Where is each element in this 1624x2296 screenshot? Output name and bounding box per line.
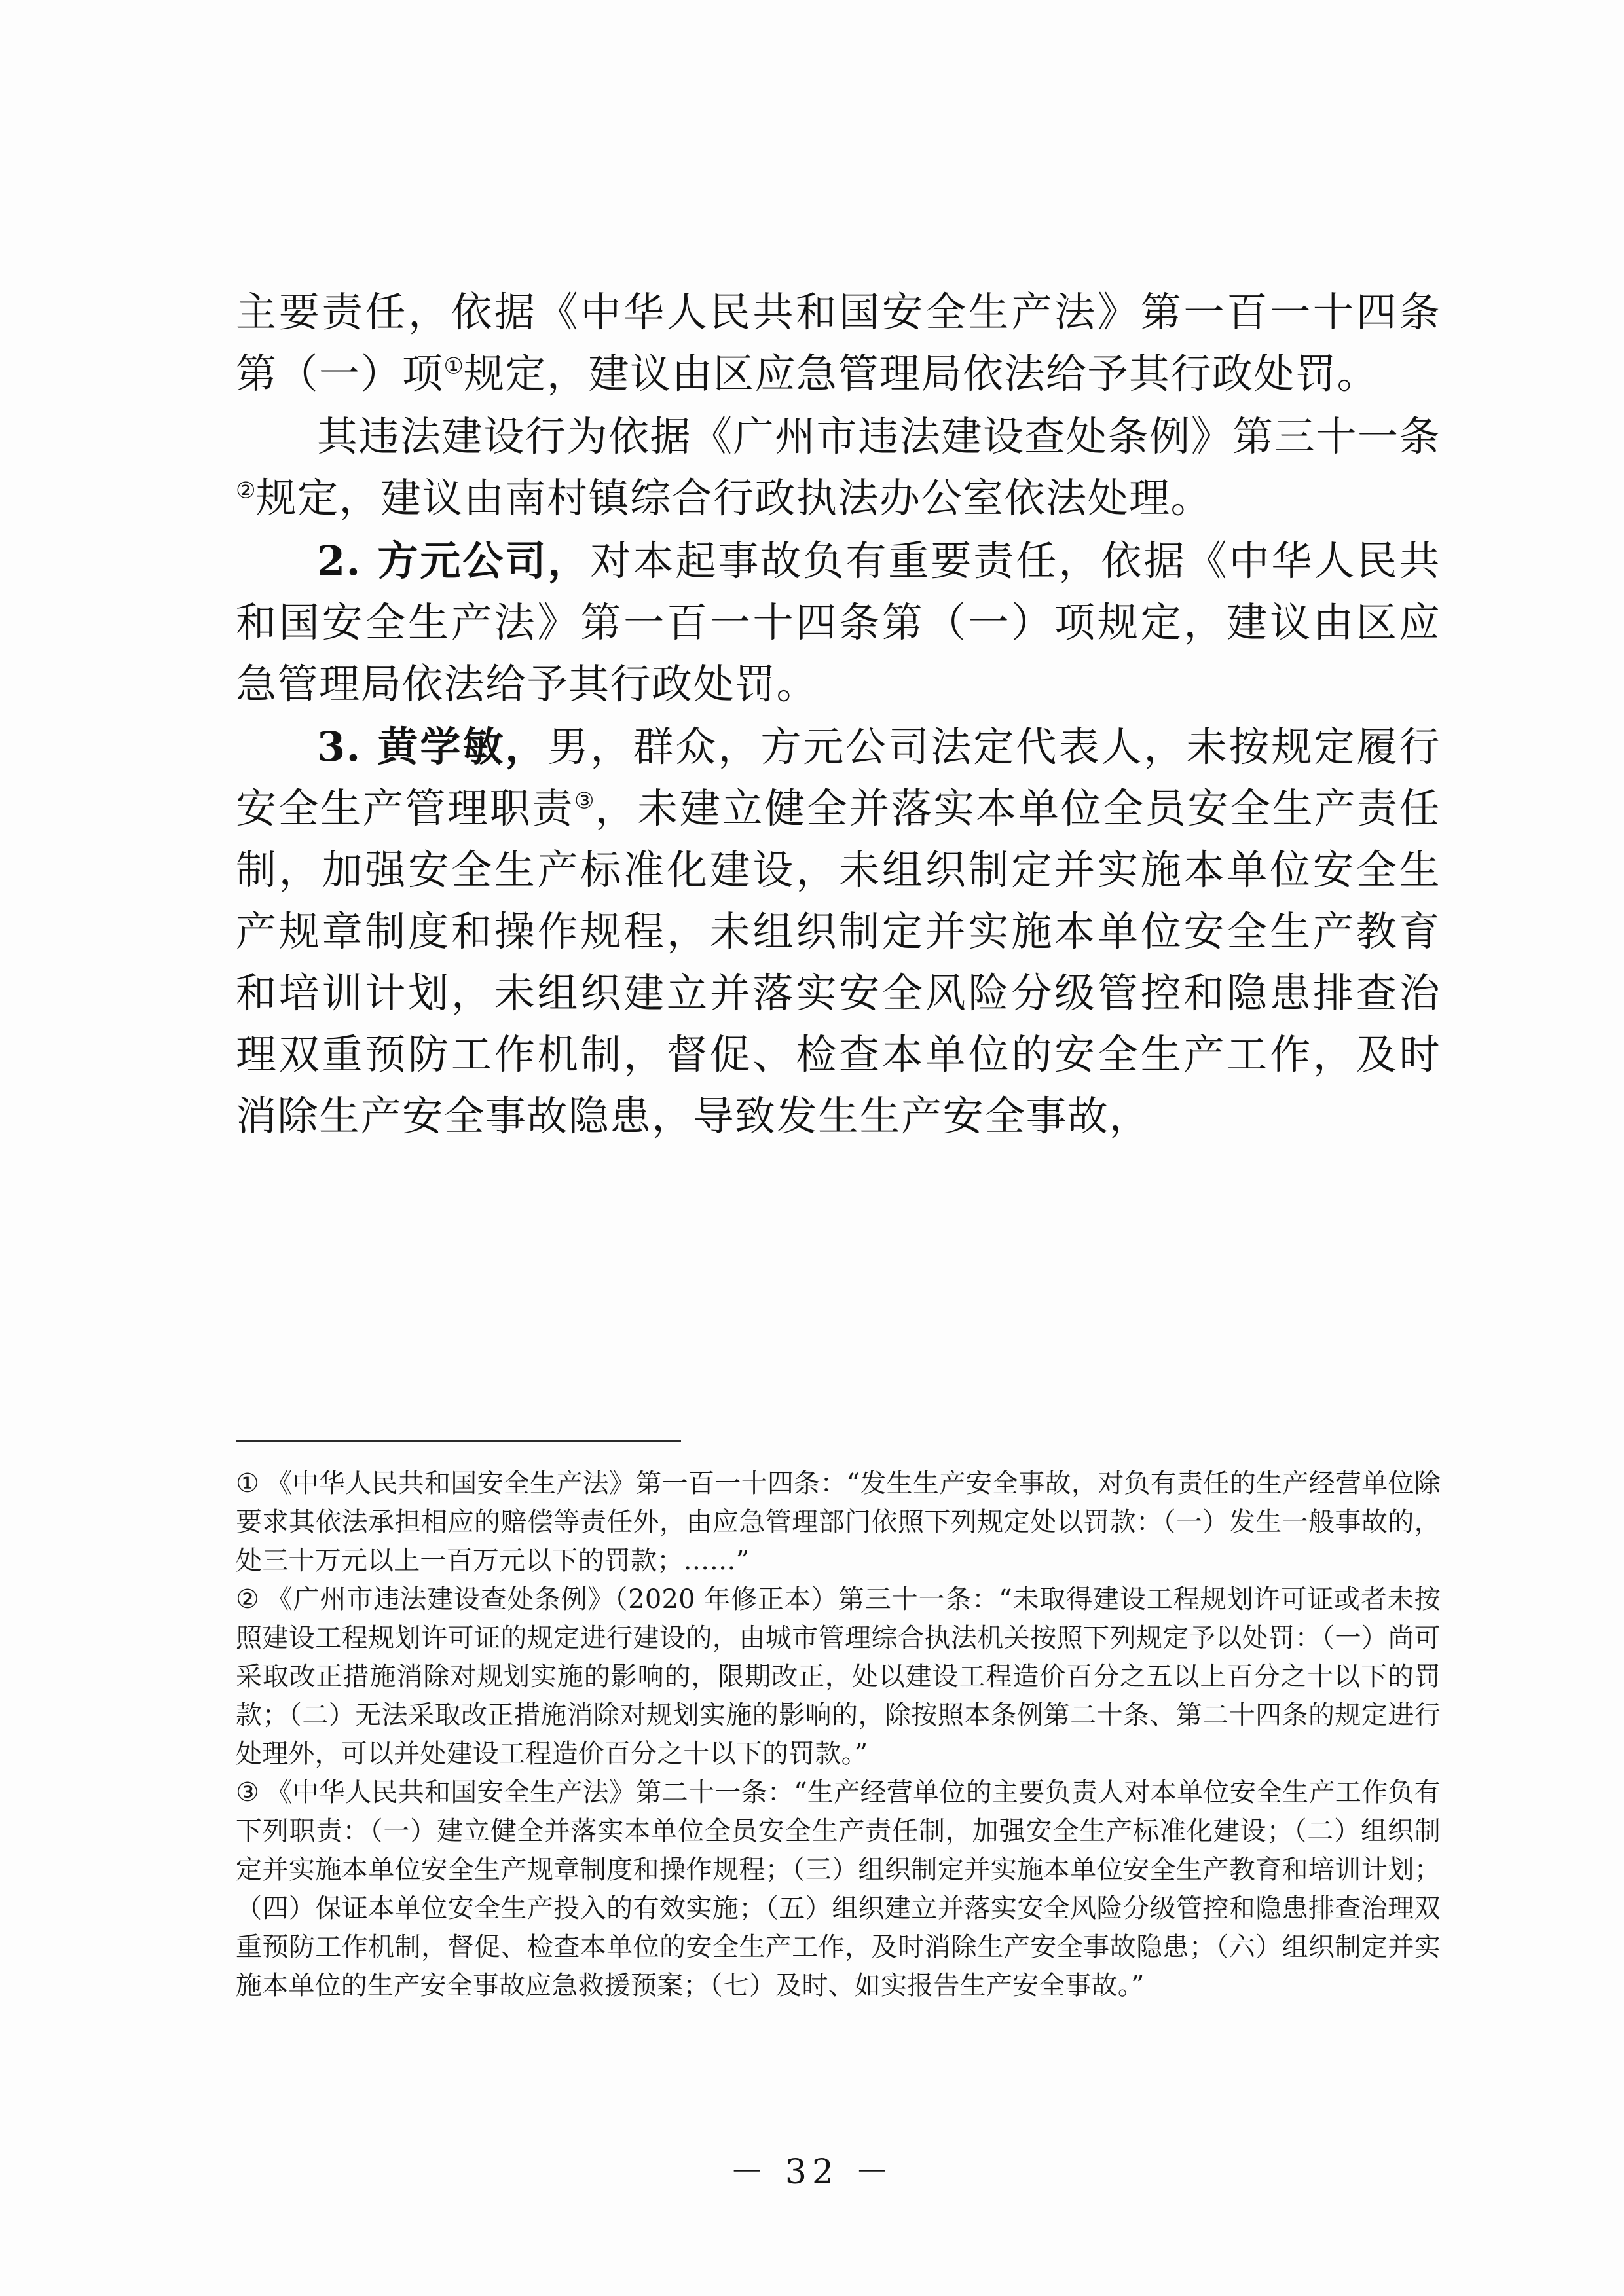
- footnote-item-2: [236, 1580, 1441, 1774]
- text-run: 对本起事故负有重要责任，依据《中华人民共和国安全生产法》第一百一十四条第（一）项规定，建议由区应急管理局依法给予其行政处罚。: [236, 537, 1441, 708]
- footnote-marker-3: ③: [236, 1777, 260, 1808]
- page-number: － 32 －: [729, 2153, 895, 2192]
- paragraph-item-2-fangyuan-company: [236, 530, 1441, 715]
- footnote-item-1: [236, 1465, 1441, 1580]
- footnote-ref-1[interactable]: ①: [443, 353, 464, 380]
- text-run: 其违法建设行为依据《广州市违法建设查处条例》第三十一条: [317, 412, 1441, 460]
- footnote-ref-2[interactable]: ②: [236, 477, 256, 504]
- paragraph-item-3-huang-xuemin: [236, 716, 1441, 1147]
- footnote-separator-rule: [236, 1440, 681, 1442]
- list-item-lead-2: 2. 方元公司，: [317, 537, 591, 585]
- footnote-ref-3[interactable]: ③: [574, 788, 595, 814]
- text-run: 主要责任，依据《中华人民共和国安全生产法》第一百一十四条第（一）项: [236, 288, 1441, 397]
- footnote-marker-2: ②: [236, 1584, 260, 1614]
- list-item-lead-3: 3. 黄学敏，: [317, 723, 548, 771]
- text-run: 规定，建议由区应急管理局依法给予其行政处罚。: [464, 350, 1379, 397]
- footnote-item-3: [236, 1774, 1441, 2005]
- footnote-text-1: 《中华人民共和国安全生产法》第一百一十四条：“发生生产安全事故，对负有责任的生产经营单位除要求其依法承担相应的赔偿等责任外，由应急管理部门依照下列规定处以罚款：（一）发生一般事故的，处三十万元以上一百万元以下的罚款；……”: [236, 1468, 1441, 1576]
- text-run: 男，群众，方元公司法定代表人，未按规定履行安全生产管理职责: [236, 723, 1441, 832]
- footnote-text-2: 《广州市违法建设查处条例》（2020 年修正本）第三十一条：“未取得建设工程规划许可证或者未按照建设工程规划许可证的规定进行建设的，由城市管理综合执法机关按照下列规定予以处罚：（一）尚可采取改正措施消除对规划实施的影响的，限期改正，处以建设工程造价百分之五以上百分之十以下的罚款；（二）无法采取改正措施消除对规划实施的影响的，除按照本条例第二十条、第二十四条的规定进行处理外，可以并处建设工程造价百分之十以下的罚款。”: [236, 1584, 1441, 1769]
- text-run: ，未建立健全并落实本单位全员安全生产责任制，加强安全生产标准化建设，未组织制定并实施本单位安全生产规章制度和操作规程，未组织制定并实施本单位安全生产教育和培训计划，未组织建立并落实安全风险分级管控和隐患排查治理双重预防工作机制，督促、检查本单位的安全生产工作，及时消除生产安全事故隐患，导致发生生产安全事故，: [236, 784, 1441, 1140]
- body-text-region: [236, 282, 1441, 1148]
- footnote-text-3: 《中华人民共和国安全生产法》第二十一条：“生产经营单位的主要负责人对本单位安全生产工作负有下列职责：（一）建立健全并落实本单位全员安全生产责任制，加强安全生产标准化建设；（二）组织制定并实施本单位安全生产规章制度和操作规程；（三）组织制定并实施本单位安全生产教育和培训计划；（四）保证本单位安全生产投入的有效实施；（五）组织建立并落实安全风险分级管控和隐患排查治理双重预防工作机制，督促、检查本单位的安全生产工作，及时消除生产安全事故隐患；（六）组织制定并实施本单位的生产安全事故应急救援预案；（七）及时、如实报告生产安全事故。”: [236, 1777, 1441, 2001]
- footnote-marker-1: ①: [236, 1468, 260, 1499]
- paragraph-continued-responsibility: [236, 282, 1441, 405]
- footnote-region: [236, 1440, 1441, 2005]
- paragraph-illegal-construction: [236, 406, 1441, 529]
- text-run: 规定，建议由南村镇综合行政执法办公室依法处理。: [255, 474, 1212, 522]
